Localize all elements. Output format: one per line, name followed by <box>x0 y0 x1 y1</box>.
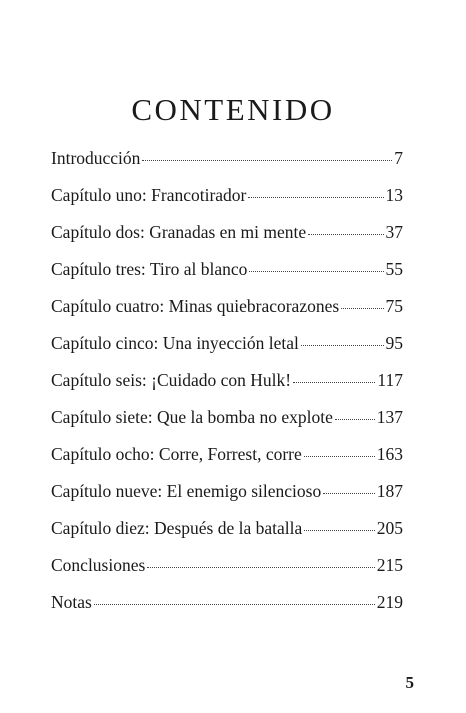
toc-entry-label: Capítulo ocho: Corre, Forrest, corre <box>51 444 302 464</box>
dot-leader <box>308 234 383 235</box>
toc-entry-conclusiones <box>51 547 403 584</box>
toc-entry-page: 219 <box>376 592 403 612</box>
toc-entry-label: Capítulo nueve: El enemigo silencioso <box>51 481 322 501</box>
dot-leader <box>304 456 375 457</box>
dot-leader <box>293 382 375 383</box>
toc-entry-label: Capítulo siete: Que la bomba no explote <box>51 407 333 427</box>
toc-entry-label: Capítulo diez: Después de la batalla <box>51 518 303 538</box>
toc-entry-page: 187 <box>376 481 403 501</box>
dot-leader <box>147 567 374 568</box>
toc-entry-page: 37 <box>385 222 403 242</box>
page-title: CONTENIDO <box>131 92 335 127</box>
toc-entry-capitulo-cuatro <box>51 288 403 325</box>
dot-leader <box>301 345 384 346</box>
toc-entry-notas <box>51 584 403 621</box>
toc-entry-page: 55 <box>385 259 403 279</box>
dot-leader <box>142 160 392 161</box>
toc-entry-capitulo-nueve <box>51 473 403 510</box>
toc-entry-capitulo-uno <box>51 177 403 214</box>
toc-entry-label: Capítulo dos: Granadas en mi mente <box>51 222 307 242</box>
dot-leader <box>341 308 383 309</box>
toc-entry-capitulo-cinco <box>51 325 403 362</box>
page-number: 5 <box>405 673 414 692</box>
dot-leader <box>249 271 383 272</box>
toc-entry-page: 13 <box>385 185 403 205</box>
toc-entry-page: 75 <box>385 296 403 316</box>
toc-entry-label: Capítulo uno: Francotirador <box>51 185 247 205</box>
dot-leader <box>335 419 375 420</box>
toc-entry-page: 117 <box>377 370 403 390</box>
toc-entry-capitulo-dos <box>51 214 403 251</box>
toc-entry-capitulo-tres <box>51 251 403 288</box>
table-of-contents <box>51 140 403 621</box>
dot-leader <box>304 530 375 531</box>
dot-leader <box>94 604 375 605</box>
toc-entry-page: 137 <box>376 407 403 427</box>
toc-entry-label: Introducción <box>51 148 141 168</box>
toc-entry-label: Notas <box>51 592 92 612</box>
toc-entry-label: Conclusiones <box>51 555 146 575</box>
toc-entry-introduccion <box>51 140 403 177</box>
toc-entry-label: Capítulo cinco: Una inyección letal <box>51 333 299 353</box>
toc-entry-page: 205 <box>376 518 403 538</box>
toc-entry-page: 163 <box>376 444 403 464</box>
toc-entry-capitulo-diez <box>51 510 403 547</box>
dot-leader <box>323 493 375 494</box>
toc-entry-page: 95 <box>385 333 403 353</box>
dot-leader <box>248 197 383 198</box>
toc-entry-capitulo-ocho <box>51 436 403 473</box>
toc-entry-label: Capítulo tres: Tiro al blanco <box>51 259 248 279</box>
toc-entry-capitulo-siete <box>51 399 403 436</box>
toc-entry-label: Capítulo cuatro: Minas quiebracorazones <box>51 296 340 316</box>
toc-entry-label: Capítulo seis: ¡Cuidado con Hulk! <box>51 370 292 390</box>
toc-entry-page: 215 <box>376 555 403 575</box>
toc-entry-page: 7 <box>394 148 403 168</box>
toc-entry-capitulo-seis <box>51 362 403 399</box>
